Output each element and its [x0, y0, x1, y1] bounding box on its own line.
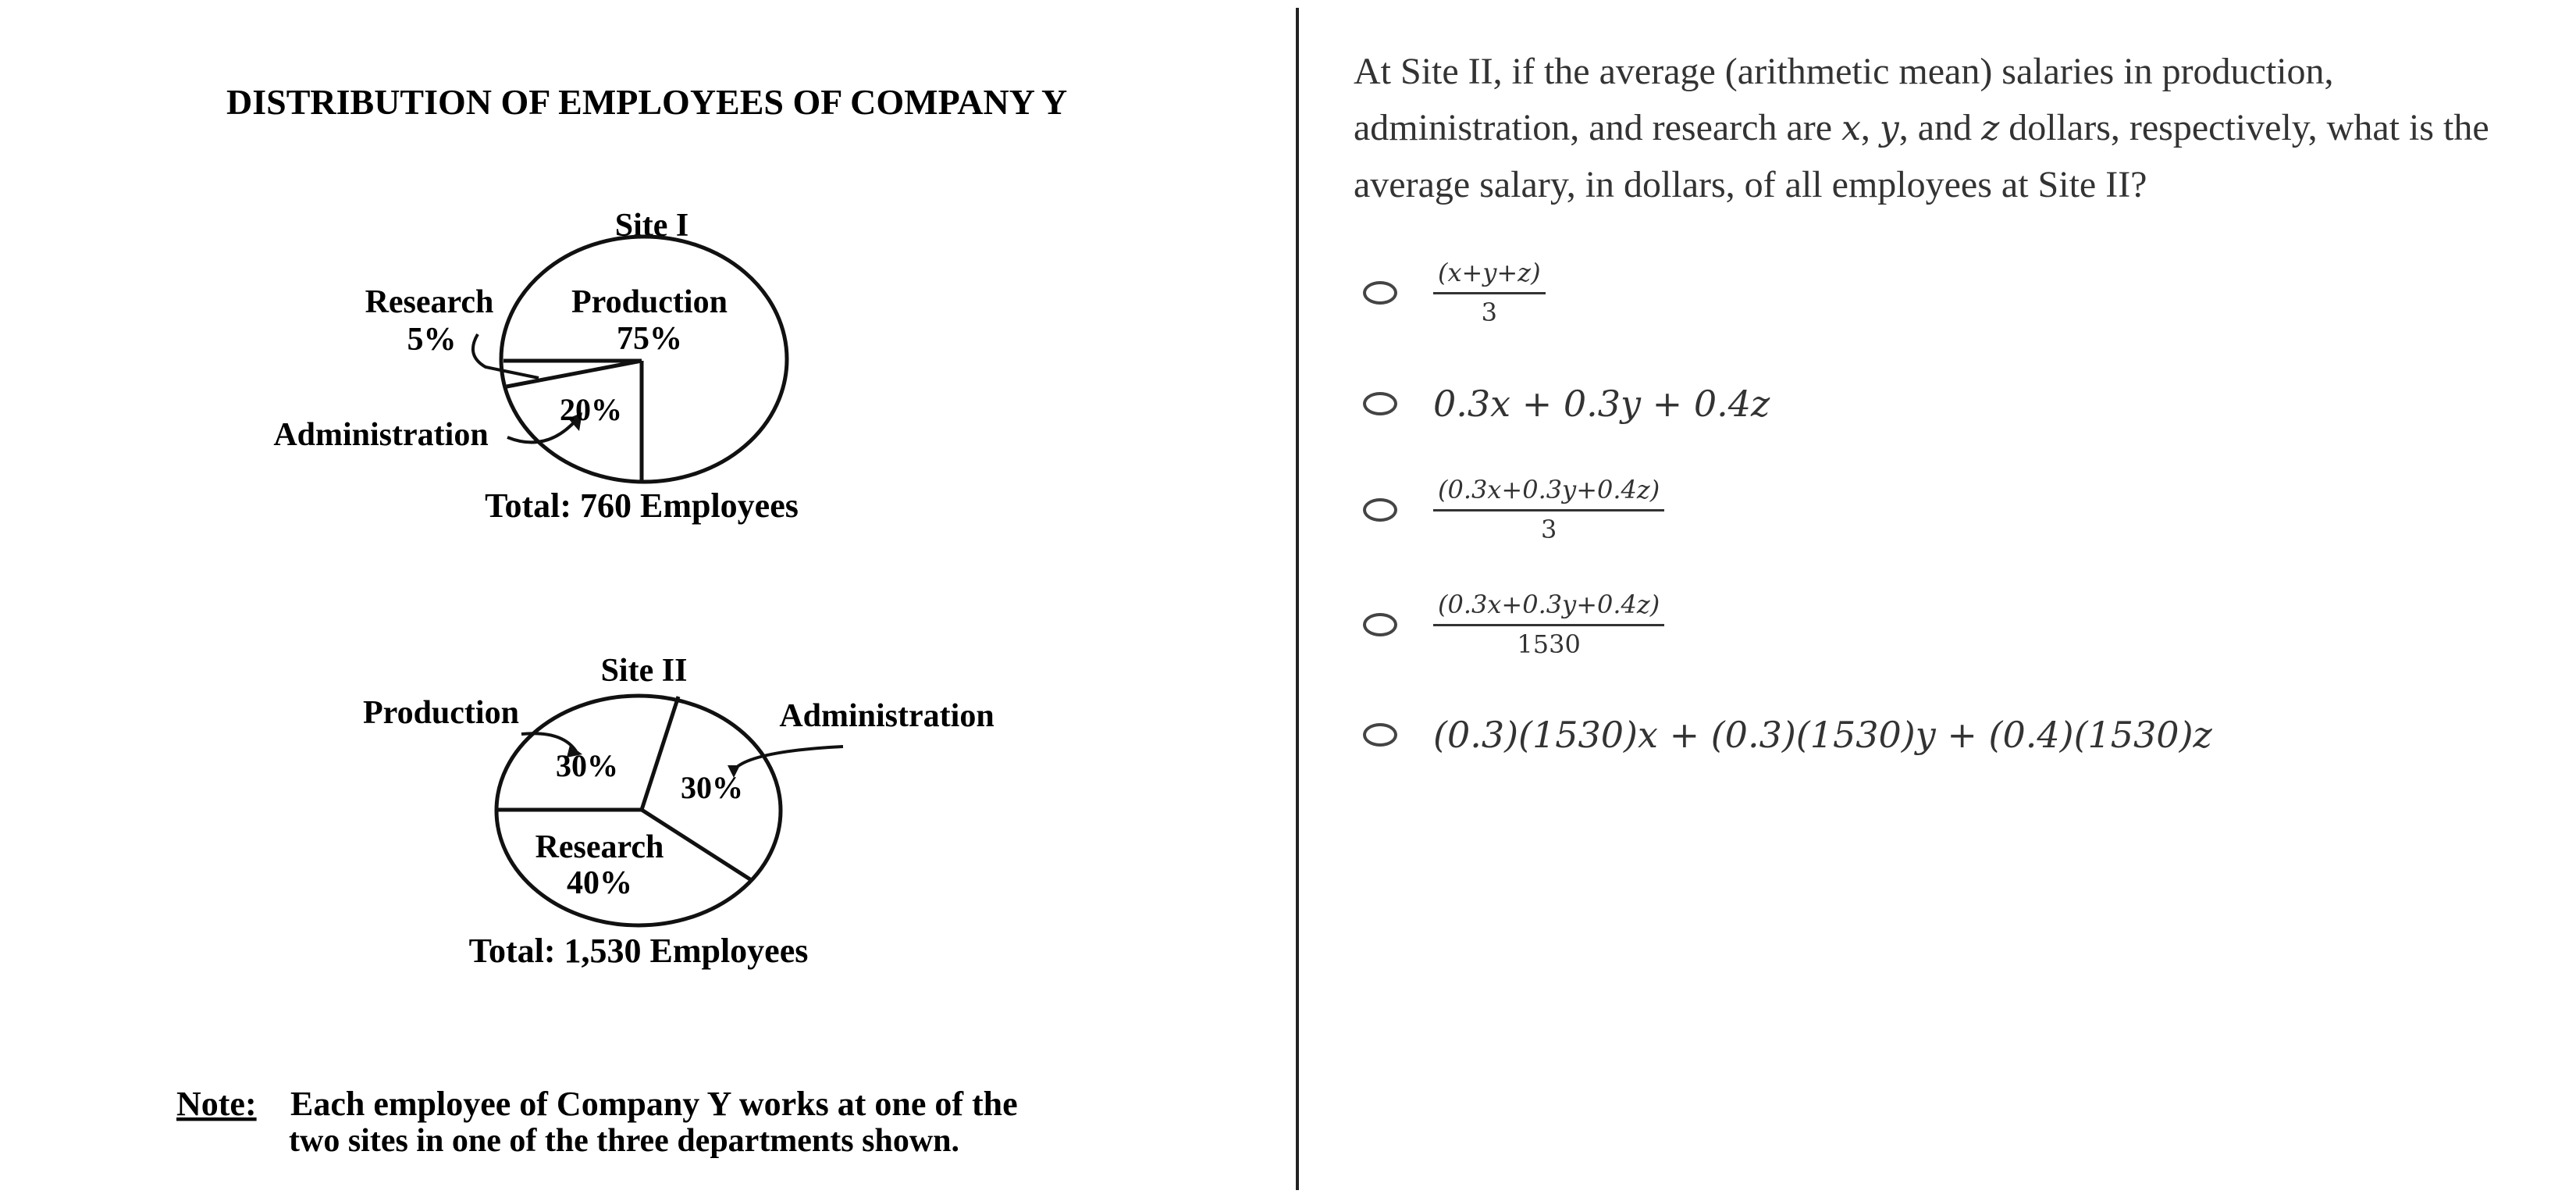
var-z: z: [1981, 109, 2000, 148]
site1-research-arrow: [473, 334, 539, 378]
site2-research-label: Research: [535, 829, 664, 865]
site1-title: Site I: [614, 208, 689, 244]
var-y: y: [1879, 109, 1899, 148]
answer-option-e[interactable]: [1363, 714, 2212, 756]
answer-option-d[interactable]: [1363, 590, 1664, 659]
question-text: At Site II, if the average (arithmetic mean) salaries in production, administration, and research are x, y, and z dollars, respectively, what is the average salary, in dollars, of all employees at Site II?: [1354, 51, 2489, 205]
site1-research-label: Research: [365, 284, 494, 320]
fraction: $\frac{(x+y+z)}{3}$: [1433, 258, 1546, 327]
radio-button[interactable]: [1363, 613, 1397, 636]
site2-slice-divider: [642, 697, 678, 810]
note-line-2: two sites in one of the three departments shown.: [289, 1123, 960, 1159]
fraction: $\frac{(0.3x+0.3y+0.4z)}{1530}$: [1433, 590, 1664, 659]
site2-administration-label: Administration: [779, 698, 994, 734]
question-panel: [1299, 0, 2576, 1190]
site2-administration-arrow: [734, 747, 843, 770]
site2-total: Total: 1,530 Employees: [468, 932, 809, 970]
site1-total: Total: 760 Employees: [485, 487, 799, 525]
radio-button[interactable]: [1363, 723, 1397, 747]
site2-pie-chart: [363, 653, 994, 970]
answer-option-c[interactable]: [1363, 475, 1664, 544]
site1-slice-divider: [507, 361, 642, 387]
option-text: (0.3)(1530)x + (0.3)(1530)y + (0.4)(1530)z: [1433, 714, 2212, 756]
figure-note: [176, 1085, 1018, 1159]
site1-administration-label: Administration: [273, 417, 489, 453]
site1-production-label: Production: [571, 284, 728, 320]
site2-administration-pct: 30%: [681, 770, 743, 805]
site1-research-pct: 5%: [407, 322, 457, 358]
site1-production-pct: 75%: [617, 321, 682, 357]
var-x: x: [1841, 109, 1861, 148]
site2-title: Site II: [600, 653, 688, 689]
radio-button[interactable]: [1363, 498, 1397, 522]
site2-production-pct: 30%: [556, 748, 618, 783]
site1-administration-pct: 20%: [560, 392, 622, 427]
answer-option-b[interactable]: [1363, 383, 1770, 425]
fraction: $\frac{(0.3x+0.3y+0.4z)}{3}$: [1433, 475, 1664, 544]
site1-pie-chart: [273, 208, 799, 525]
radio-button[interactable]: [1363, 281, 1397, 305]
figure-title: DISTRIBUTION OF EMPLOYEES OF COMPANY Y: [226, 82, 1068, 122]
site2-production-label: Production: [363, 695, 519, 731]
note-label: Note:: [176, 1085, 257, 1123]
note-line-1: Each employee of Company Y works at one of the: [290, 1085, 1018, 1123]
answer-option-a[interactable]: [1363, 258, 1546, 327]
site2-research-pct: 40%: [567, 865, 632, 901]
option-text: 0.3x + 0.3y + 0.4z: [1433, 383, 1770, 425]
radio-button[interactable]: [1363, 392, 1397, 415]
